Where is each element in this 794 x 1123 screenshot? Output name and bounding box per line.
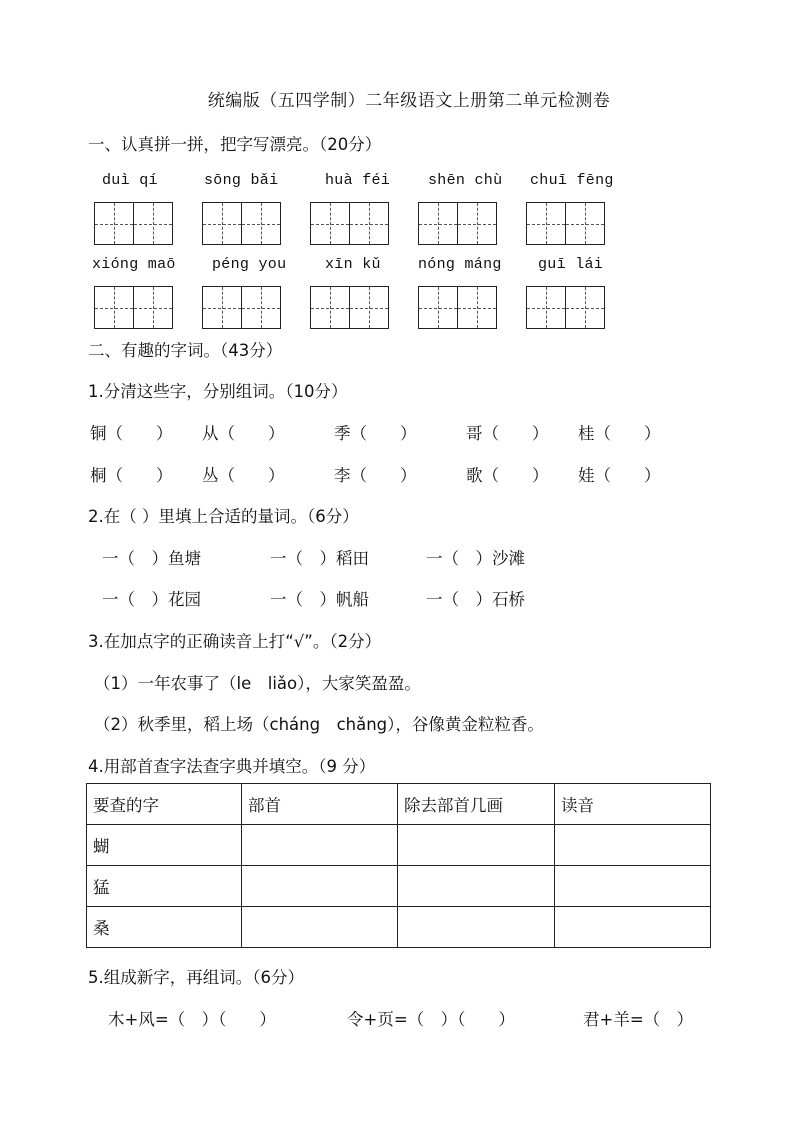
writing-box[interactable]	[526, 286, 605, 329]
q1-item: 季（ ）	[334, 424, 417, 443]
q1-item: 李（ ）	[334, 466, 417, 485]
q2-heading: 2.在（ ）里填上合适的量词。（6分）	[88, 507, 359, 526]
writing-box[interactable]	[202, 202, 281, 245]
lookup-character: 蝴	[87, 825, 242, 866]
q3-item-2: （2）秋季里，稻上场（cháng chǎng），谷像黄金粒粒香。	[94, 715, 544, 734]
answer-cell[interactable]	[555, 907, 711, 948]
radical-lookup-table	[86, 783, 711, 948]
pinyin-3: huà féi	[325, 172, 391, 189]
q2-item: 一（ ）花园	[102, 590, 201, 609]
column-header: 除去部首几画	[398, 784, 555, 825]
q2-item: 一（ ）鱼塘	[102, 549, 201, 568]
answer-cell[interactable]	[398, 825, 555, 866]
q4-heading: 4.用部首查字法查字典并填空。（9 分）	[88, 757, 376, 776]
q1-item: 桂（ ）	[578, 424, 661, 443]
writing-box[interactable]	[418, 202, 497, 245]
table-row	[87, 907, 711, 948]
pinyin-9: nóng máng	[418, 256, 502, 273]
answer-cell[interactable]	[398, 907, 555, 948]
q2-item: 一（ ）石桥	[426, 590, 525, 609]
table-row	[87, 866, 711, 907]
pinyin-7: péng you	[212, 256, 287, 273]
writing-box[interactable]	[310, 202, 389, 245]
q5-item: 君+羊=（ ）	[583, 1010, 694, 1029]
q1-item: 娃（ ）	[578, 466, 661, 485]
q5-item: 令+页=（ ）（ ）	[347, 1010, 515, 1029]
q2-item: 一（ ）稻田	[270, 549, 369, 568]
pinyin-10: guī lái	[538, 256, 604, 273]
writing-box[interactable]	[94, 202, 173, 245]
answer-cell[interactable]	[398, 866, 555, 907]
q3-heading: 3.在加点字的正确读音上打“√”。（2分）	[88, 632, 382, 651]
pinyin-6: xióng maō	[92, 256, 176, 273]
writing-box[interactable]	[202, 286, 281, 329]
lookup-character: 猛	[87, 866, 242, 907]
pinyin-5: chuī fēng	[530, 172, 614, 189]
q1-item: 哥（ ）	[466, 424, 549, 443]
q1-item: 歌（ ）	[466, 466, 549, 485]
writing-box[interactable]	[94, 286, 173, 329]
q3-item-1: （1）一年农事了（le liǎo），大家笑盈盈。	[94, 674, 421, 693]
page-title: 统编版（五四学制）二年级语文上册第二单元检测卷	[207, 91, 611, 111]
lookup-character: 桑	[87, 907, 242, 948]
answer-cell[interactable]	[242, 866, 398, 907]
writing-box[interactable]	[526, 202, 605, 245]
pinyin-4: shēn chù	[428, 172, 503, 189]
section-1-heading: 一、认真拼一拼，把字写漂亮。（20分）	[88, 135, 382, 154]
answer-cell[interactable]	[242, 825, 398, 866]
q1-heading: 1.分清这些字，分别组词。（10分）	[88, 382, 348, 401]
column-header: 要查的字	[87, 784, 242, 825]
q1-item: 丛（ ）	[202, 466, 285, 485]
column-header: 部首	[242, 784, 398, 825]
column-header: 读音	[555, 784, 711, 825]
table-row	[87, 825, 711, 866]
q1-item: 桐（ ）	[90, 466, 173, 485]
q2-item: 一（ ）帆船	[270, 590, 369, 609]
writing-box[interactable]	[418, 286, 497, 329]
table-header-row	[87, 784, 711, 825]
q5-item: 木+风=（ ）（ ）	[108, 1010, 276, 1029]
answer-cell[interactable]	[555, 866, 711, 907]
q1-item: 从（ ）	[202, 424, 285, 443]
q5-heading: 5.组成新字，再组词。（6分）	[88, 968, 304, 987]
writing-box[interactable]	[310, 286, 389, 329]
pinyin-2: sōng bǎi	[204, 172, 279, 189]
q2-item: 一（ ）沙滩	[426, 549, 525, 568]
pinyin-1: duì qí	[102, 172, 158, 189]
q1-item: 铜（ ）	[90, 424, 173, 443]
answer-cell[interactable]	[242, 907, 398, 948]
pinyin-8: xīn kǔ	[325, 256, 381, 273]
answer-cell[interactable]	[555, 825, 711, 866]
section-2-heading: 二、有趣的字词。（43分）	[88, 341, 283, 360]
